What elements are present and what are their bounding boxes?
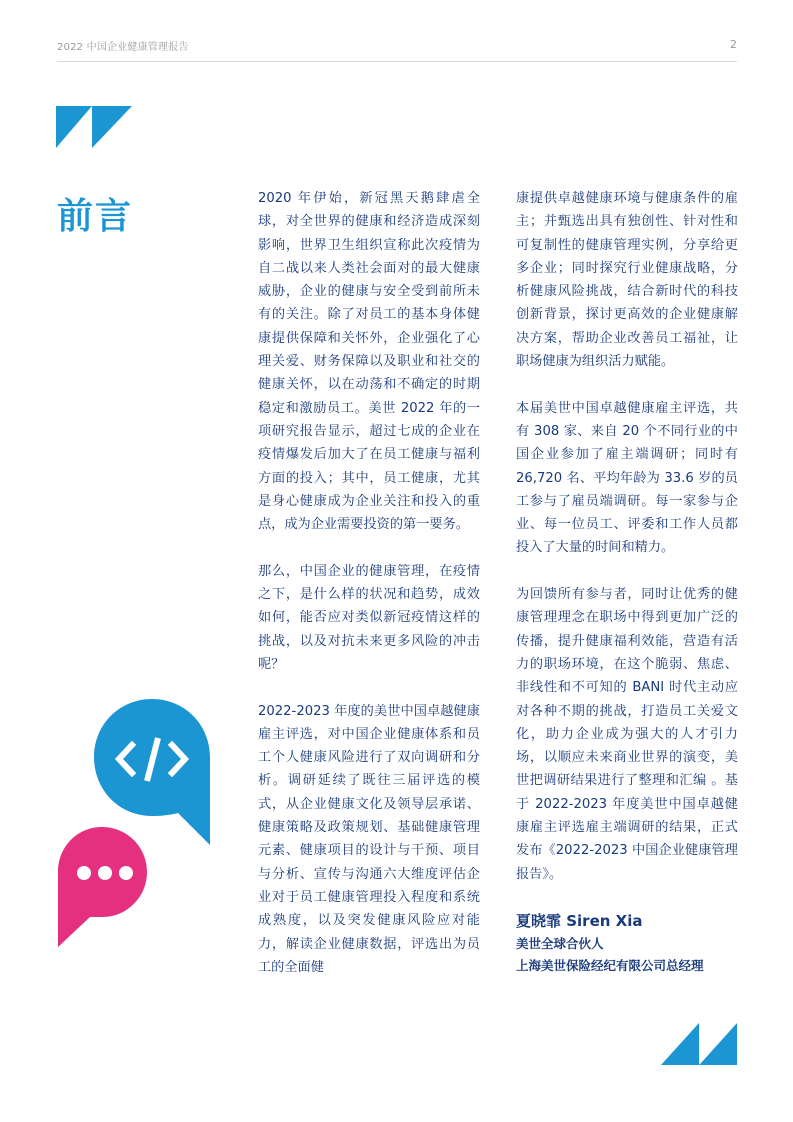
paragraph-survey: 2022-2023 年度的美世中国卓越健康雇主评选，对中国企业健康体系和员工个人健康风险进行了双向调研和分析。调研延续了既往三届评选的模式，从企业健康文化及领导层承诺、健康策略及政策规划、基础健康管理元素、健康项目的设计与干预、项目与分析、宣传与沟通六大维度评估企业对于员工健康管理投入程度和系统成熟度，以及突发健康风险应对能力，解读企业健康数据，评选出为员工的全面健: [258, 703, 480, 975]
page-header: [57, 38, 737, 62]
brand-mark-icon: [56, 106, 132, 148]
signature-block: [516, 909, 738, 977]
paragraph-survey-continued: 康提供卓越健康环境与健康条件的雇主；并甄选出具有独创性、针对性和可复制性的健康管理实例，分享给更多企业；同时探究行业健康战略，分析健康风险挑战，结合新时代的科技创新背景，探讨更高效的企业健康解决方案，帮助企业改善员工福祉，让职场健康为组织活力赋能。: [516, 191, 738, 370]
code-chat-bubble-icon: [92, 695, 212, 845]
signature-title-1: 美世全球合伙人: [516, 936, 604, 952]
signature-title-2: 上海美世保险经纪有限公司总经理: [516, 958, 704, 974]
brand-mark-icon: [661, 1023, 737, 1065]
body-column-left: [258, 187, 480, 979]
paragraph-intro: 2020 年伊始，新冠黑天鹅肆虐全球，对全世界的健康和经济造成深刻影响，世界卫生组织宣称此次疫情为自二战以来人类社会面对的最大健康威胁，企业的健康与安全受到前所未有的关注。除了对员工的基本身体健康提供保障和关怀外，企业强化了心理关爱、财务保障以及职业和社交的健康关怀，以在动荡和不确定的时期稳定和激励员工。美世 2022 年的一项研究报告显示，超过七成的企业在疫情爆发后加大了在员工健康与福利方面的投入；其中，员工健康，尤其是身心健康成为企业关注和投入的重点，成为企业需要投资的第一要务。: [258, 191, 480, 533]
page-number: 2: [730, 38, 737, 51]
signature-name: 夏晓霏 Siren Xia: [516, 912, 643, 931]
paragraph-participants: 本届美世中国卓越健康雇主评选，共有 308 家、来自 20 个不同行业的中国企业参加了雇主端调研；同时有 26,720 名、平均年龄为 33.6 岁的员工参与了雇员端调研。每一家参与企业、每一位员工、评委和工作人员都投入了大量的时间和精力。: [516, 400, 738, 556]
section-title: 前言: [57, 196, 134, 237]
report-title: 2022 中国企业健康管理报告: [57, 42, 189, 53]
paragraph-publication: 为回馈所有参与者，同时让优秀的健康管理理念在职场中得到更加广泛的传播，提升健康福利效能，营造有活力的职场环境，在这个脆弱、焦虑、非线性和不可知的 BANI 时代主动应对各种不期的挑战，打造员工关爱文化，助力企业成为强大的人才引力场，以顺应未来商业世界的演变，美世把调研结果进行了整理和汇编 。基于 2022-2023 年度美世中国卓越健康雇主评选雇主端调研的结果，正式发布《2022-2023 中国企业健康管理报告》。: [516, 587, 738, 882]
body-column-right: [516, 187, 738, 977]
paragraph-question: 那么，中国企业的健康管理，在疫情之下，是什么样的状况和趋势，成效如何，能否应对类似新冠疫情这样的挑战，以及对抗未来更多风险的冲击呢？: [258, 563, 480, 672]
ellipsis-chat-bubble-icon: [56, 825, 148, 947]
